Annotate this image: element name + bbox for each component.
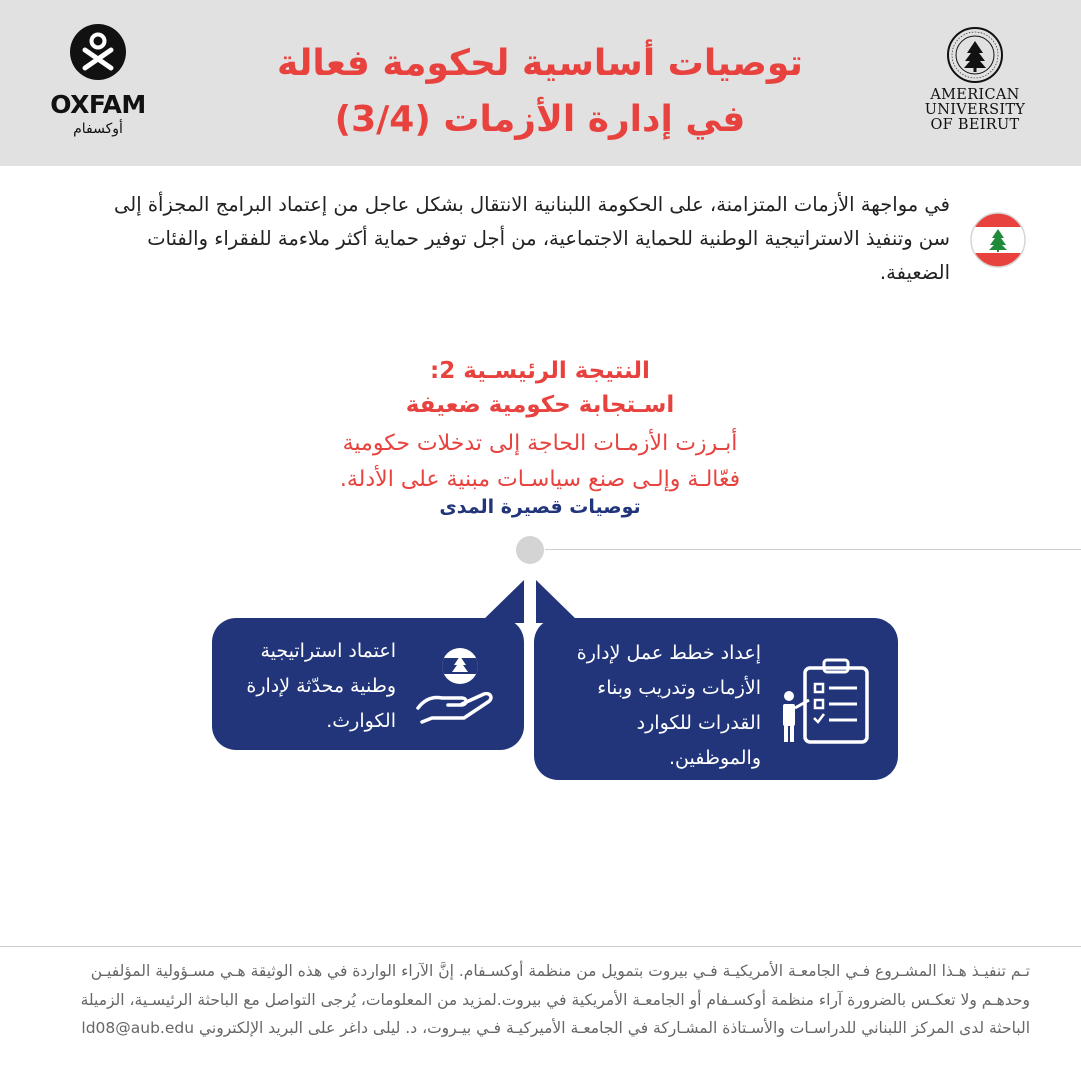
oxfam-mark-icon bbox=[70, 24, 126, 80]
recommendation-card-2 bbox=[212, 618, 524, 750]
aub-name-line1: AMERICAN bbox=[930, 87, 1020, 103]
aub-name-line3: OF BEIRUT bbox=[930, 117, 1020, 133]
recommendation-text-2: اعتماد استراتيجية وطنية محدّثة لإدارة الكوارث. bbox=[246, 640, 396, 732]
hand-cedar-icon bbox=[412, 638, 504, 730]
checklist-presenter-icon bbox=[779, 656, 879, 748]
footer-divider bbox=[0, 946, 1081, 947]
recommendation-text-1: إعداد خطط عمل لإدارة الأزمات وتدريب وبناء القدرات للكوارد والموظفين. bbox=[576, 642, 761, 769]
page-title-line2: في إدارة الأزمات (3/4) bbox=[334, 99, 746, 140]
oxfam-logo bbox=[48, 24, 148, 137]
finding-label: النتيجة الرئيسـية 2: bbox=[430, 358, 650, 384]
finding-body-line2: فعّالـة وإلـى صنع سياسـات مبنية على الأدلة. bbox=[339, 467, 741, 492]
finding-body bbox=[230, 426, 850, 498]
aub-name-line2: UNIVERSITY bbox=[924, 102, 1026, 118]
finding-body-line1: أبـرزت الأزمـات الحاجة إلى تدخلات حكومية bbox=[342, 431, 738, 456]
recommendations-subheading: توصيات قصيرة المدى bbox=[439, 496, 641, 518]
page-title-line1: توصيات أساسية لحكومة فعالة bbox=[277, 43, 803, 84]
finding-headline: اسـتجابة حكومية ضعيفة bbox=[405, 392, 675, 418]
timeline-dot bbox=[516, 536, 544, 564]
aub-seal-icon bbox=[946, 26, 1004, 84]
intro-paragraph: في مواجهة الأزمات المتزامنة، على الحكومة اللبنانية الانتقال بشكل عاجل من إعتماد البرامج المجزأة إلى سن وتنفيذ الاستراتيجية الوطنية للحماية الاجتماعية، من أجل توفير حماية أكثر ملاءمة للفقراء والفئات الضعيفة. bbox=[114, 193, 950, 284]
timeline-line bbox=[545, 549, 1081, 550]
recommendation-card-1 bbox=[534, 618, 898, 780]
lebanon-flag-icon bbox=[970, 212, 1026, 268]
aub-logo bbox=[900, 26, 1050, 133]
oxfam-arabic-name: أوكسفام bbox=[73, 121, 123, 137]
footer-disclaimer: تـم تنفيـذ هـذا المشـروع فـي الجامعـة الأمريكيـة فـي بيروت بتمويل من منظمة أوكسـفام. إنَّ الآراء الواردة في هذه الوثيقة هـي مسـؤولية المؤلفيـن وحدهـم ولا تعكـس بالضرورة آراء منظمة أوكسـفام أو الجامعـة الأمريكية في بيروت.لمزيد من المعلومات، يُرجى التواصل مع الباحثة الرئيسـية، الزميلة الباحثة لدى المركز اللبناني للدراسـات والأسـتاذة المشـاركة في الجامعـة الأميركيـة فـي بيـروت، د. ليلى داغر على البريد الإلكتروني ld08@aub.edu bbox=[80, 962, 1030, 1037]
oxfam-wordmark: OXFAM bbox=[50, 90, 146, 119]
